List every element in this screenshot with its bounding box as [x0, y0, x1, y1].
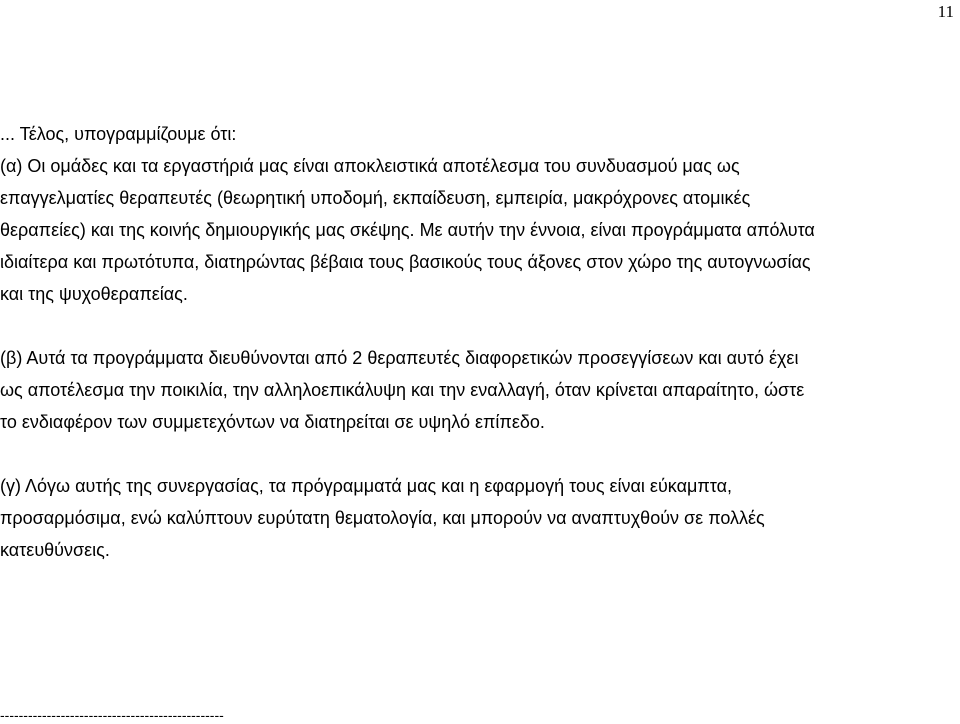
paragraph-a [0, 150, 956, 310]
paragraph-c [0, 470, 956, 566]
intro-line: ... Τέλος, υπογραμμίζουμε ότι: [0, 124, 237, 144]
paragraph-b-line: το ενδιαφέρον των συμμετεχόντων να διατηρείται σε υψηλό επίπεδο. [0, 412, 545, 432]
paragraph-a-line: θεραπείες) και της κοινής δημιουργικής μας σκέψης. Με αυτήν την έννοια, είναι προγράμματα απόλυτα [0, 220, 815, 240]
paragraph-a-line: ιδιαίτερα και πρωτότυπα, διατηρώντας βέβαια τους βασικούς τους άξονες στον χώρο της αυτογνωσίας [0, 252, 811, 272]
paragraph-a-line: (α) Οι ομάδες και τα εργαστήριά μας είναι αποκλειστικά αποτέλεσμα του συνδυασμού μας ως [0, 156, 740, 176]
paragraph-c-line: κατευθύνσεις. [0, 540, 110, 560]
paragraph-c-line: (γ) Λόγω αυτής της συνεργασίας, τα πρόγραμματά μας και η εφαρμογή τους είναι εύκαμπτα, [0, 476, 733, 496]
paragraph-c-line: προσαρμόσιμα, ενώ καλύπτουν ευρύτατη θεματολογία, και μπορούν να αναπτυχθούν σε πολλές [0, 508, 765, 528]
paragraph-b-line: (β) Αυτά τα προγράμματα διευθύνονται από 2 θεραπευτές διαφορετικών προσεγγίσεων και αυτό έχει [0, 348, 799, 368]
paragraph-spacer [0, 310, 956, 342]
paragraph-b [0, 342, 956, 438]
page-number: 11 [937, 2, 954, 21]
footnote-separator: ------------------------------------------------ [0, 707, 224, 723]
document-body [0, 118, 956, 566]
paragraph-b-line: ως αποτέλεσμα την ποικιλία, την αλληλοεπικάλυψη και την εναλλαγή, όταν κρίνεται απαραίτητο, ώστε [0, 380, 805, 400]
paragraph-a-line: επαγγελματίες θεραπευτές (θεωρητική υποδομή, εκπαίδευση, εμπειρία, μακρόχρονες ατομικές [0, 188, 751, 208]
paragraph-spacer [0, 438, 956, 470]
paragraph-a-line: και της ψυχοθεραπείας. [0, 284, 188, 304]
